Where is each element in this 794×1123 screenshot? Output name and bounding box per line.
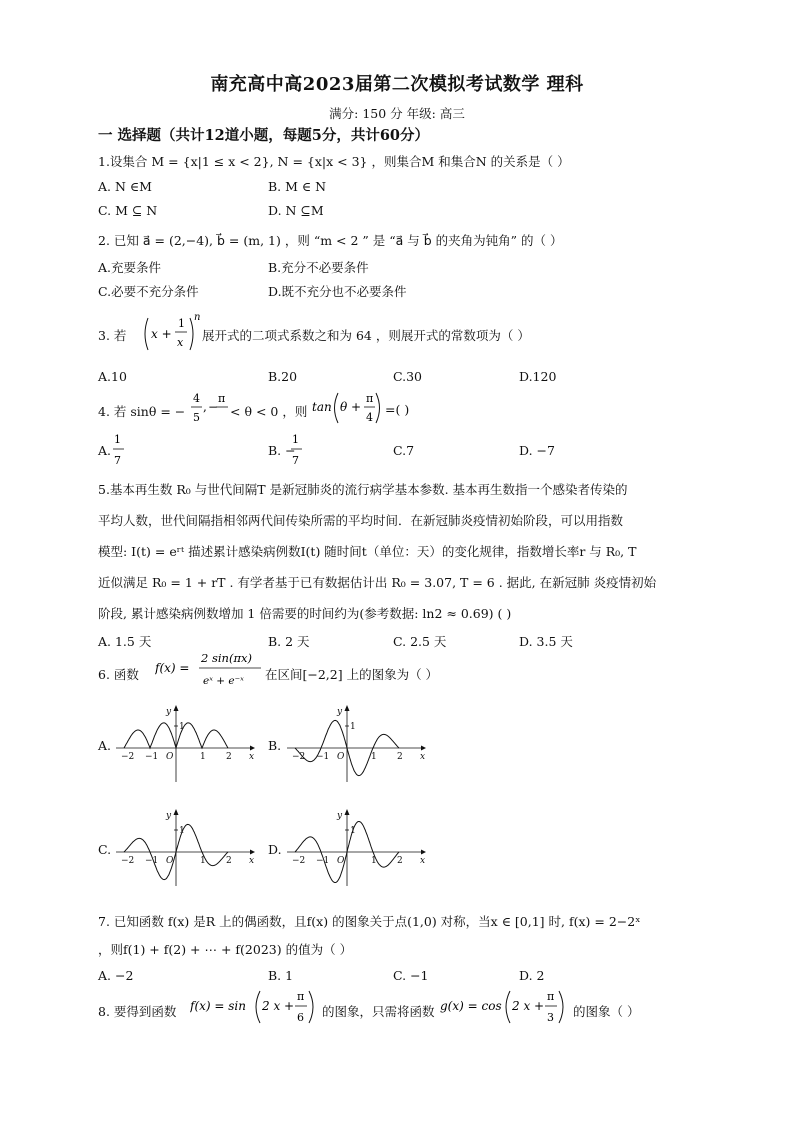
y-axis-arrow [174,705,179,711]
x-axis-arrow [421,746,426,751]
question-1-option-b: B. M ∈ N [268,179,327,194]
y-axis-label: y [166,707,172,717]
y-one-label: 1 [179,826,185,836]
svg-text:4: 4 [366,411,373,424]
svg-text:7: 7 [114,454,121,467]
exam-info: 满分: 150 分 年级: 高三 [329,106,465,121]
question-4-option-d: D. −7 [519,443,555,458]
origin-label: O [166,856,174,866]
graph-option-d [283,806,429,888]
graph-option-a [112,702,258,784]
svg-text:,: , [203,400,207,414]
y-axis-label: y [337,707,343,717]
y-one-label: 1 [350,826,356,836]
x-axis-label: x [249,856,255,866]
svg-text:4: 4 [193,392,200,405]
x-neg-two-label: −2 [292,752,306,762]
x-two-label: 2 [397,752,403,762]
question-4-suffix: =( ) [385,402,410,417]
x-axis-arrow [421,850,426,855]
question-7-option-a: A. −2 [98,968,134,983]
binomial-frac-num: 1 [178,317,185,330]
question-4-mid: < θ < 0 ，则 [230,404,308,419]
question-6-function [155,648,263,690]
svg-text:2 x +: 2 x + [512,999,545,1013]
question-1-stem: 1.设集合 M = {x|1 ≤ x < 2}, N = {x|x < 3} ，则集合M 和集合N 的关系是（ ） [98,154,570,169]
question-8-prefix: 8. 要得到函数 [98,1004,177,1019]
x-axis-arrow [250,746,255,751]
x-neg-two-label: −2 [292,856,306,866]
x-neg-one-label: −1 [316,856,330,866]
svg-text:tan: tan [312,400,332,414]
question-8-mid: 的图象，只需将函数 [322,1004,435,1019]
svg-text:f(x) =: f(x) = [155,661,190,675]
question-5-option-a: A. 1.5 天 [98,634,152,649]
section-heading: 一 选择题（共计12道小题，每题5分，共计60分） [98,127,429,144]
binomial-exponent: n [194,312,201,323]
x-neg-two-label: −2 [121,856,135,866]
question-2-option-b: B.充分不必要条件 [268,260,369,275]
x-one-label: 1 [371,856,377,866]
question-1-option-a: A. N ∈M [98,179,152,194]
question-2-option-c: C.必要不充分条件 [98,284,199,299]
page-title: 南充高中高2023届第二次模拟考试数学 理科 [210,74,584,95]
question-6-option-b: B. [268,738,282,753]
question-6-option-d: D. [268,842,282,857]
y-axis-arrow [345,809,350,815]
x-axis-label: x [249,752,255,762]
question-3-prefix: 3. 若 [98,328,127,343]
question-4-tan-expression [312,388,382,428]
binomial-base: x + [151,327,172,341]
y-one-label: 1 [179,722,185,732]
question-5-option-c: C. 2.5 天 [393,634,447,649]
question-6-suffix: 在区间[−2,2] 上的图象为（ ） [265,667,439,682]
x-neg-two-label: −2 [121,752,135,762]
question-4-prefix: 4. 若 sinθ = − [98,404,186,419]
question-6-option-a: A. [98,738,112,753]
svg-text:π: π [297,990,305,1003]
x-axis-label: x [420,752,426,762]
binomial-frac-den: x [177,336,184,349]
svg-text:6: 6 [297,1011,304,1024]
svg-text:π: π [366,392,374,405]
y-axis-label: y [166,811,172,821]
x-neg-one-label: −1 [145,752,159,762]
y-axis-label: y [337,811,343,821]
x-neg-one-label: −1 [316,752,330,762]
svg-text:1: 1 [292,433,299,446]
question-3-option-b: B.20 [268,369,298,384]
question-4-option-a-fraction [112,430,126,470]
question-6-prefix: 6. 函数 [98,667,139,682]
x-one-label: 1 [200,856,206,866]
question-2-option-a: A.充要条件 [98,260,162,275]
question-4-option-c: C.7 [393,443,415,458]
origin-label: O [166,752,174,762]
question-4-option-a: A. [98,443,112,458]
x-neg-one-label: −1 [145,856,159,866]
svg-text:f(x) = sin: f(x) = sin [190,999,246,1013]
svg-text:2 sin(πx): 2 sin(πx) [201,651,252,665]
svg-text:1: 1 [114,433,121,446]
question-8-f-expression [190,986,320,1028]
y-one-label: 1 [350,722,356,732]
svg-text:7: 7 [292,454,299,467]
origin-label: O [337,856,345,866]
svg-text:g(x) = cos: g(x) = cos [440,999,502,1013]
svg-text:π: π [547,990,555,1003]
question-1-option-d: D. N ⊆M [268,203,324,218]
question-4-option-b: B. − [268,443,296,458]
x-one-label: 1 [200,752,206,762]
question-4-option-b-fraction [290,430,304,470]
question-8-suffix: 的图象（ ） [573,1004,640,1019]
question-6-option-c: C. [98,842,112,857]
question-3-option-d: D.120 [519,369,557,384]
question-5-line-2: 平均人数，世代间隔指相邻两代间传染所需的平均时间．在新冠肺炎疫情初始阶段，可以用指数 [98,513,624,528]
svg-text:5: 5 [193,411,200,424]
question-2-option-d: D.既不充分也不必要条件 [268,284,407,299]
question-1-option-c: C. M ⊆ N [98,203,158,218]
question-7-option-b: B. 1 [268,968,294,983]
svg-text:π: π [218,392,226,405]
question-4-fractions [190,388,230,428]
svg-text:3: 3 [547,1011,554,1024]
question-3-option-c: C.30 [393,369,422,384]
graph-option-b [283,702,429,784]
question-5-line-3: 模型: I(t) = eʳᵗ 描述累计感染病例数I(t) 随时间t（单位：天）的变化规律，指数增长率r 与 R₀, T [98,544,637,559]
question-5-line-5: 阶段, 累计感染病例数增加 1 倍需要的时间约为(参考数据: ln2 ≈ 0.69) ( ) [98,606,512,621]
x-axis-arrow [250,850,255,855]
x-two-label: 2 [226,752,232,762]
svg-text:θ +: θ + [340,400,362,414]
x-two-label: 2 [397,856,403,866]
x-one-label: 1 [371,752,377,762]
y-axis-arrow [345,705,350,711]
question-5-line-1: 5.基本再生数 R₀ 与世代间隔T 是新冠肺炎的流行病学基本参数. 基本再生数指一个感染者传染的 [98,482,628,497]
svg-text:2 x +: 2 x + [262,999,295,1013]
svg-text:eˣ + e⁻ˣ: eˣ + e⁻ˣ [203,675,244,687]
question-5-line-4: 近似满足 R₀ = 1 + rT . 有学者基于已有数据估计出 R₀ = 3.07, T = 6 . 据此, 在新冠肺 炎疫情初始 [98,575,657,590]
question-3-suffix: 展开式的二项式系数之和为 64 ，则展开式的常数项为（ ） [202,328,530,343]
question-5-option-d: D. 3.5 天 [519,634,573,649]
question-7-line-2: ，则f(1) + f(2) + ⋯ + f(2023) 的值为（ ） [98,942,353,957]
svg-text:−: − [208,400,219,414]
question-3-option-a: A.10 [98,369,127,384]
question-7-option-c: C. −1 [393,968,429,983]
x-two-label: 2 [226,856,232,866]
question-8-g-expression [440,986,570,1028]
origin-label: O [337,752,345,762]
question-2-stem: 2. 已知 a⃗ = (2,−4), b⃗ = (m, 1) ，则 “m < 2 ” 是 “a⃗ 与 b⃗ 的夹角为钝角” 的（ ） [98,233,563,248]
y-axis-arrow [174,809,179,815]
question-3-binomial [140,310,202,356]
question-5-option-b: B. 2 天 [268,634,310,649]
x-axis-label: x [420,856,426,866]
graph-option-c [112,806,258,888]
question-7-line-1: 7. 已知函数 f(x) 是R 上的偶函数，且f(x) 的图象关于点(1,0) 对称，当x ∈ [0,1] 时, f(x) = 2−2ˣ [98,914,641,929]
question-7-option-d: D. 2 [519,968,545,983]
